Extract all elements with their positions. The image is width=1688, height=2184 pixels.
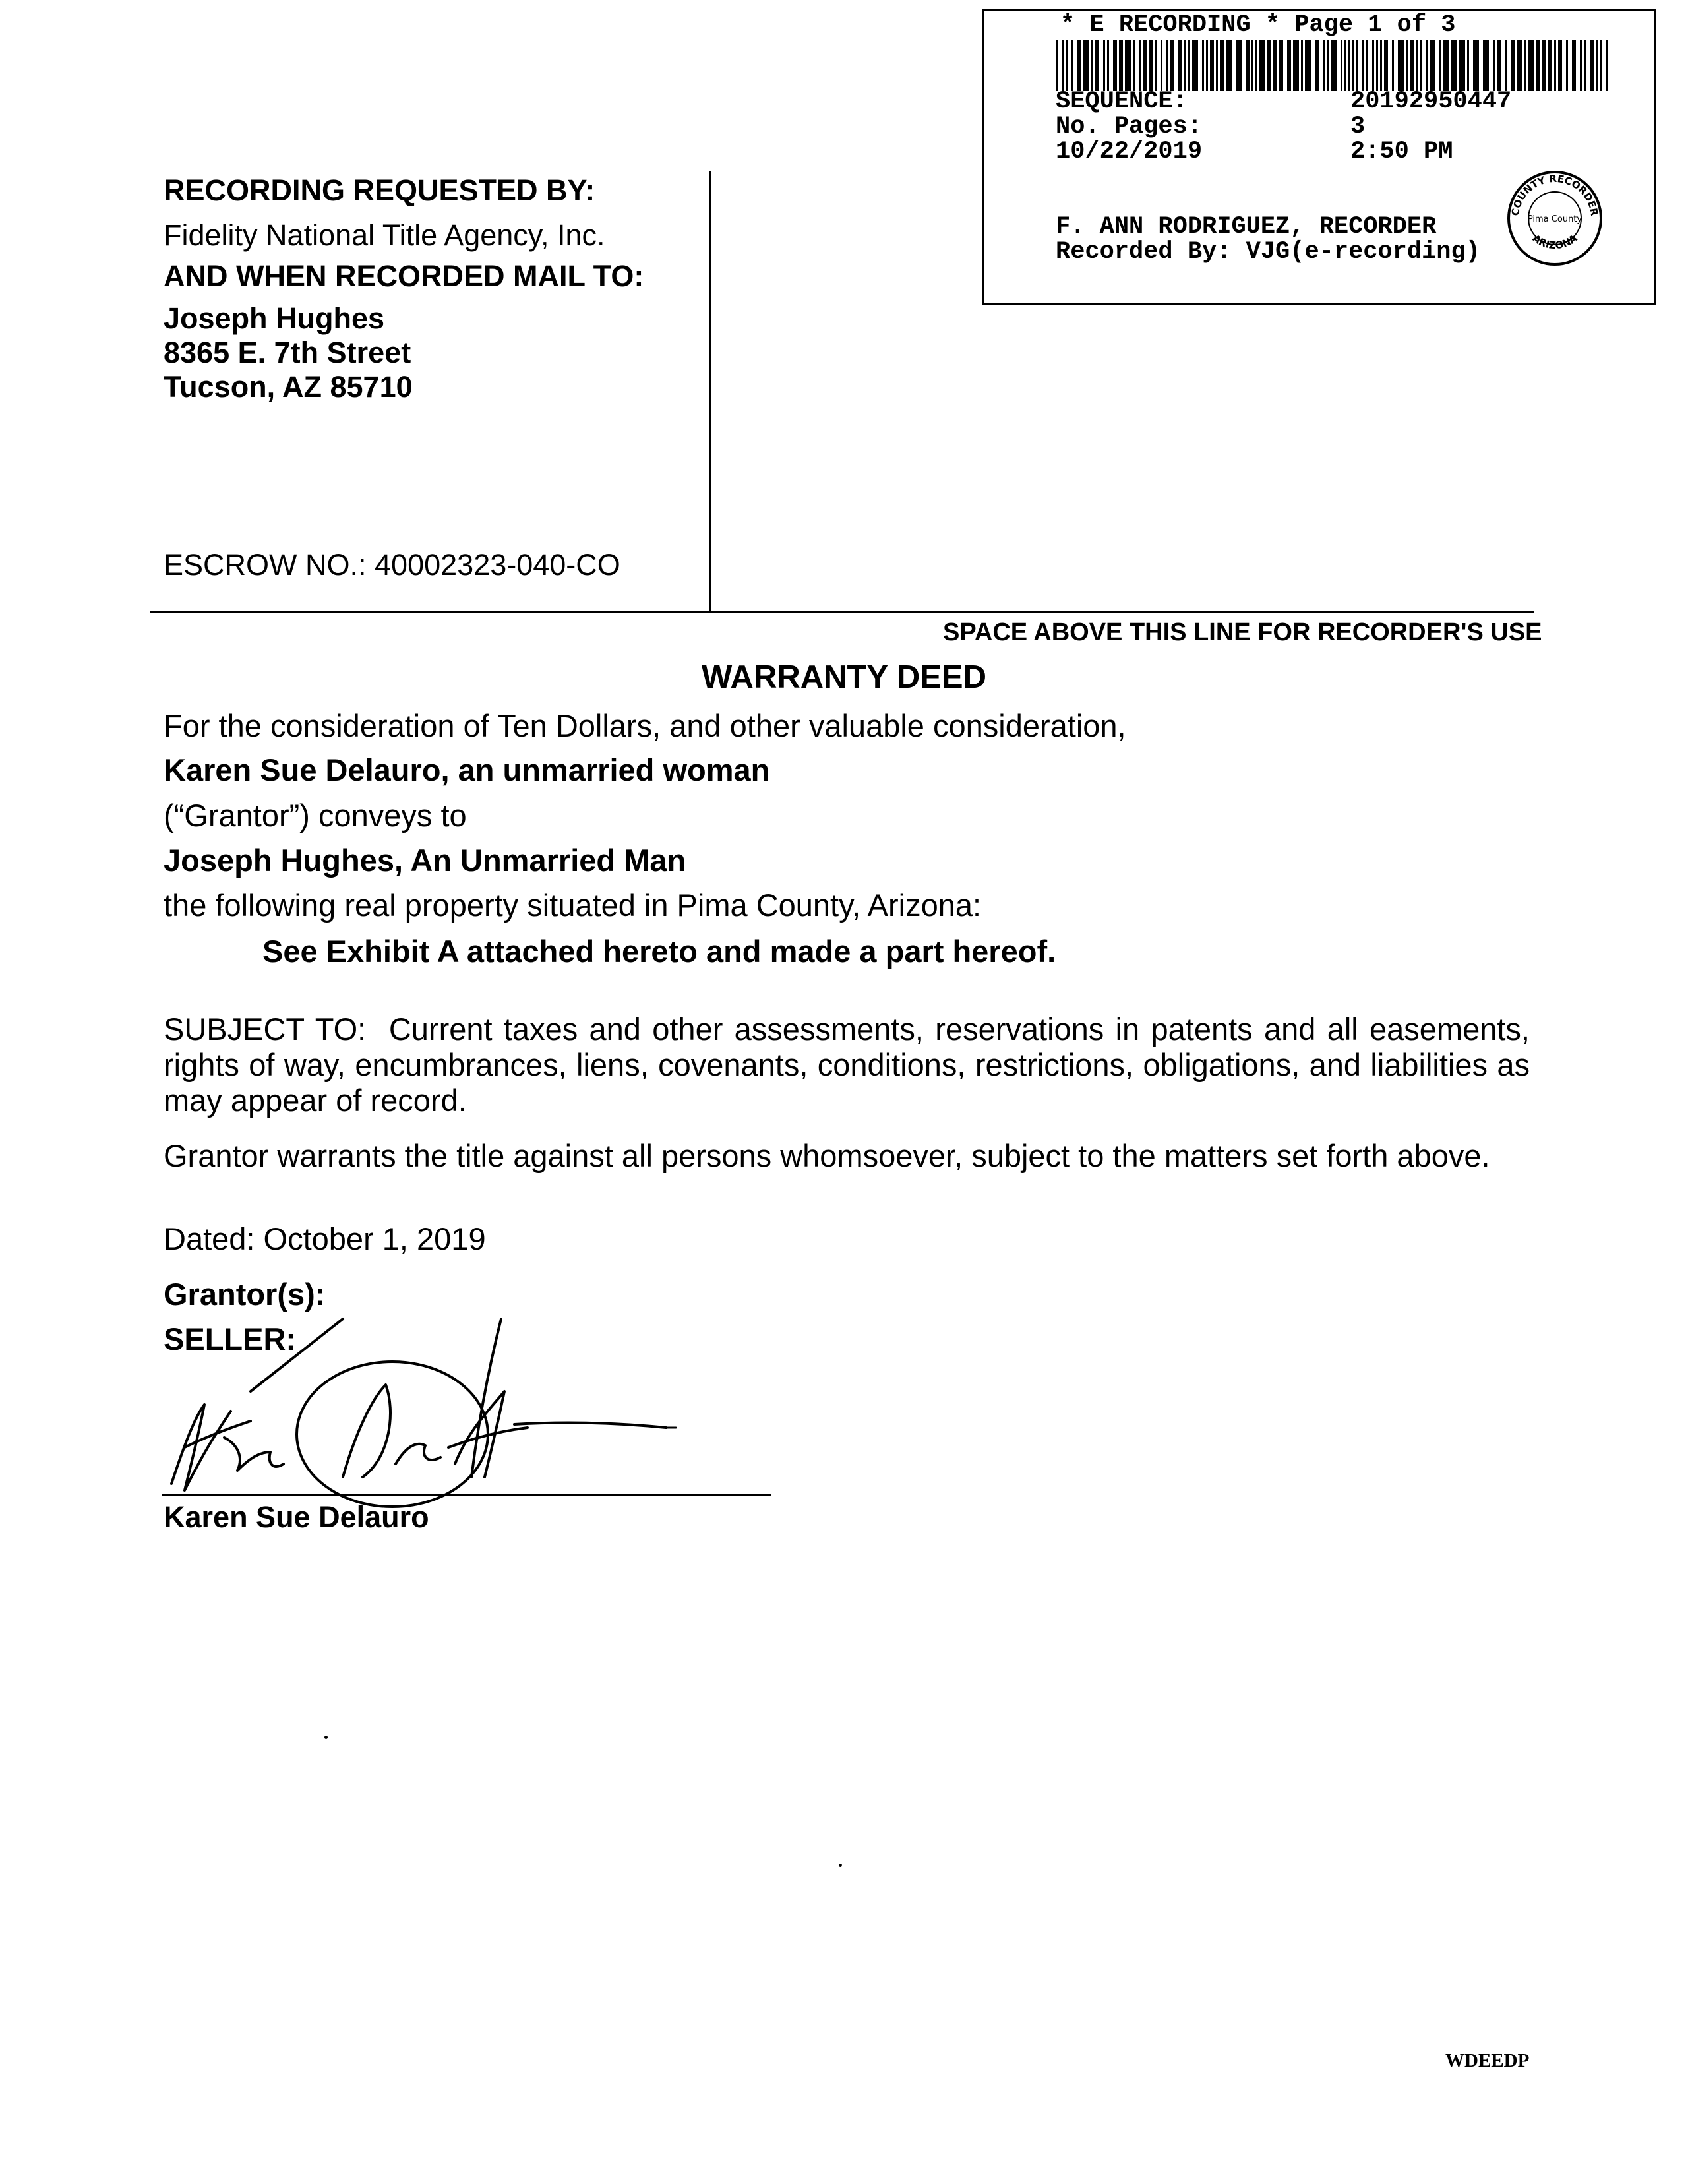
barcode-bar [1554,40,1556,91]
mail-to-city: Tucson, AZ 85710 [164,370,413,404]
escrow-number [164,547,620,583]
barcode-bar [1315,40,1319,91]
requested-by-label: RECORDING REQUESTED BY: [164,173,595,207]
pages-label: No. Pages: [1056,113,1203,140]
barcode-bar [1246,40,1250,91]
barcode-bar [1113,40,1117,91]
barcode-bar [1184,40,1186,91]
barcode-bar [1255,40,1257,91]
barcode-bar [1062,40,1064,91]
grantors-label: Grantor(s): [164,1277,326,1312]
recorded-by: Recorded By: VJG(e-recording) [1056,238,1480,266]
barcode-bar [1259,40,1265,91]
barcode-bar [1301,40,1303,91]
grantor-signature [145,1279,738,1517]
barcode-bar [1420,40,1422,91]
barcode-bar [1430,40,1435,91]
escrow-value: 40002323-040-CO [375,548,620,582]
barcode-bar [1524,40,1526,91]
barcode-bar [1083,40,1089,91]
barcode-bar [1372,40,1374,91]
barcode-bar [1273,40,1277,91]
barcode-bar [1528,40,1534,91]
barcode-bar [1505,40,1507,91]
recording-page-header: * E RECORDING * Page 1 of 3 [1060,11,1456,39]
signature-line [162,1494,771,1496]
barcode-bar [1267,40,1271,91]
barcode-bar [1279,40,1283,91]
recording-date: 10/22/2019 [1056,138,1203,166]
barcode-bar [1210,40,1214,91]
barcode-bar [1596,40,1598,91]
barcode-bar [1323,40,1325,91]
barcode-bar [1160,40,1162,91]
seller-label: SELLER: [164,1321,297,1356]
barcode-bar [1327,40,1329,91]
barcode-bar [1149,40,1153,91]
barcode-bar [1352,40,1354,91]
barcode-bar [1362,40,1364,91]
sequence-label: SEQUENCE: [1056,88,1188,115]
barcode-bar [1293,40,1299,91]
barcode-bar [1451,40,1457,91]
barcode [1056,40,1610,91]
escrow-label: ESCROW NO.: [164,548,367,582]
barcode-bar [1236,40,1242,91]
barcode-bar [1056,40,1058,91]
barcode-bar [1251,40,1253,91]
county-seal-icon [1505,169,1604,268]
barcode-bar [1166,40,1168,91]
barcode-bar [1155,40,1157,91]
barcode-bar [1439,40,1441,91]
barcode-bar [1467,40,1469,91]
mail-to-name: Joseph Hughes [164,301,385,335]
barcode-bar [1095,40,1099,91]
dated-line: Dated: October 1, 2019 [164,1221,486,1256]
exhibit-reference: See Exhibit A attached hereto and made a part hereof. [262,934,1056,969]
deed-title: WARRANTY DEED [702,659,986,695]
barcode-bar [1107,40,1109,91]
barcode-bar [1139,40,1141,91]
stray-mark [839,1864,842,1867]
header-divider-vertical [709,171,711,612]
barcode-bar [1410,40,1414,91]
barcode-bar [1584,40,1586,91]
pages-value: 3 [1350,113,1366,140]
barcode-bar [1226,40,1232,91]
barcode-bar [1542,40,1546,91]
barcode-bar [1192,40,1198,91]
recorder-use-line [150,611,1534,613]
barcode-bar [1287,40,1291,91]
barcode-bar [1216,40,1218,91]
barcode-bar [1580,40,1582,91]
barcode-bar [1133,40,1135,91]
requested-by-name: Fidelity National Title Agency, Inc. [164,218,605,252]
barcode-bar [1548,40,1552,91]
barcode-bar [1103,40,1105,91]
barcode-bar [1091,40,1093,91]
barcode-bar [1536,40,1540,91]
barcode-bar [1376,40,1378,91]
barcode-bar [1188,40,1190,91]
barcode-bar [1483,40,1489,91]
svg-text:COUNTY RECORDER: COUNTY RECORDER [1509,172,1601,217]
svg-text:Pima County: Pima County [1527,214,1582,224]
barcode-bar [1220,40,1224,91]
barcode-bar [1600,40,1602,91]
barcode-bar [1493,40,1495,91]
barcode-bar [1558,40,1562,91]
barcode-bar [1125,40,1131,91]
grantor-name: Karen Sue Delauro, an unmarried woman [164,752,770,787]
svg-text:ARIZONA: ARIZONA [1530,232,1580,252]
barcode-bar [1077,40,1081,91]
barcode-bar [1066,40,1068,91]
barcode-bar [1356,40,1358,91]
recorder-name: F. ANN RODRIGUEZ, RECORDER [1056,213,1437,241]
subject-to-paragraph: SUBJECT TO: Current taxes and other assessments, reservations in patents and all easements, rights of way, encumbrances, liens, covenants, conditions, restrictions, obligations, and liabilities as may appear of record. [164,1012,1539,1118]
space-above-note: SPACE ABOVE THIS LINE FOR RECORDER'S USE [943,619,1542,646]
barcode-bar [1202,40,1204,91]
form-code: WDEEDP [1445,2050,1530,2071]
recording-time: 2:50 PM [1350,138,1453,166]
barcode-bar [1170,40,1174,91]
barcode-bar [1426,40,1428,91]
barcode-bar [1380,40,1382,91]
barcode-bar [1517,40,1522,91]
barcode-bar [1071,40,1073,91]
conveys-text: (“Grantor”) conveys to [164,798,467,833]
barcode-bar [1366,40,1368,91]
recorder-stamp-box [982,9,1656,305]
property-intro: the following real property situated in Pima County, Arizona: [164,888,982,923]
barcode-bar [1143,40,1147,91]
warranty-paragraph: Grantor warrants the title against all persons whomsoever, subject to the matters set forth above. [164,1138,1490,1173]
barcode-bar [1341,40,1342,91]
barcode-bar [1206,40,1208,91]
barcode-bar [1606,40,1608,91]
mail-to-label: AND WHEN RECORDED MAIL TO: [164,259,644,293]
barcode-bar [1473,40,1479,91]
barcode-bar [1384,40,1388,91]
consideration-text: For the consideration of Ten Dollars, and other valuable consideration, [164,708,1126,743]
barcode-bar [1459,40,1465,91]
barcode-bar [1511,40,1515,91]
barcode-bar [1572,40,1576,91]
barcode-bar [1497,40,1501,91]
barcode-bar [1344,40,1346,91]
barcode-bar [1392,40,1394,91]
barcode-bar [1331,40,1337,91]
sequence-value: 20192950447 [1350,88,1512,115]
barcode-bar [1416,40,1418,91]
barcode-bar [1566,40,1568,91]
barcode-bar [1119,40,1123,91]
grantee-name: Joseph Hughes, An Unmarried Man [164,843,686,878]
mail-to-street: 8365 E. 7th Street [164,336,411,369]
stray-mark [324,1736,328,1739]
barcode-bar [1406,40,1408,91]
barcode-bar [1398,40,1404,91]
barcode-bar [1348,40,1350,91]
barcode-bar [1178,40,1182,91]
signer-name: Karen Sue Delauro [164,1500,429,1534]
barcode-bar [1590,40,1594,91]
barcode-bar [1305,40,1311,91]
barcode-bar [1443,40,1449,91]
